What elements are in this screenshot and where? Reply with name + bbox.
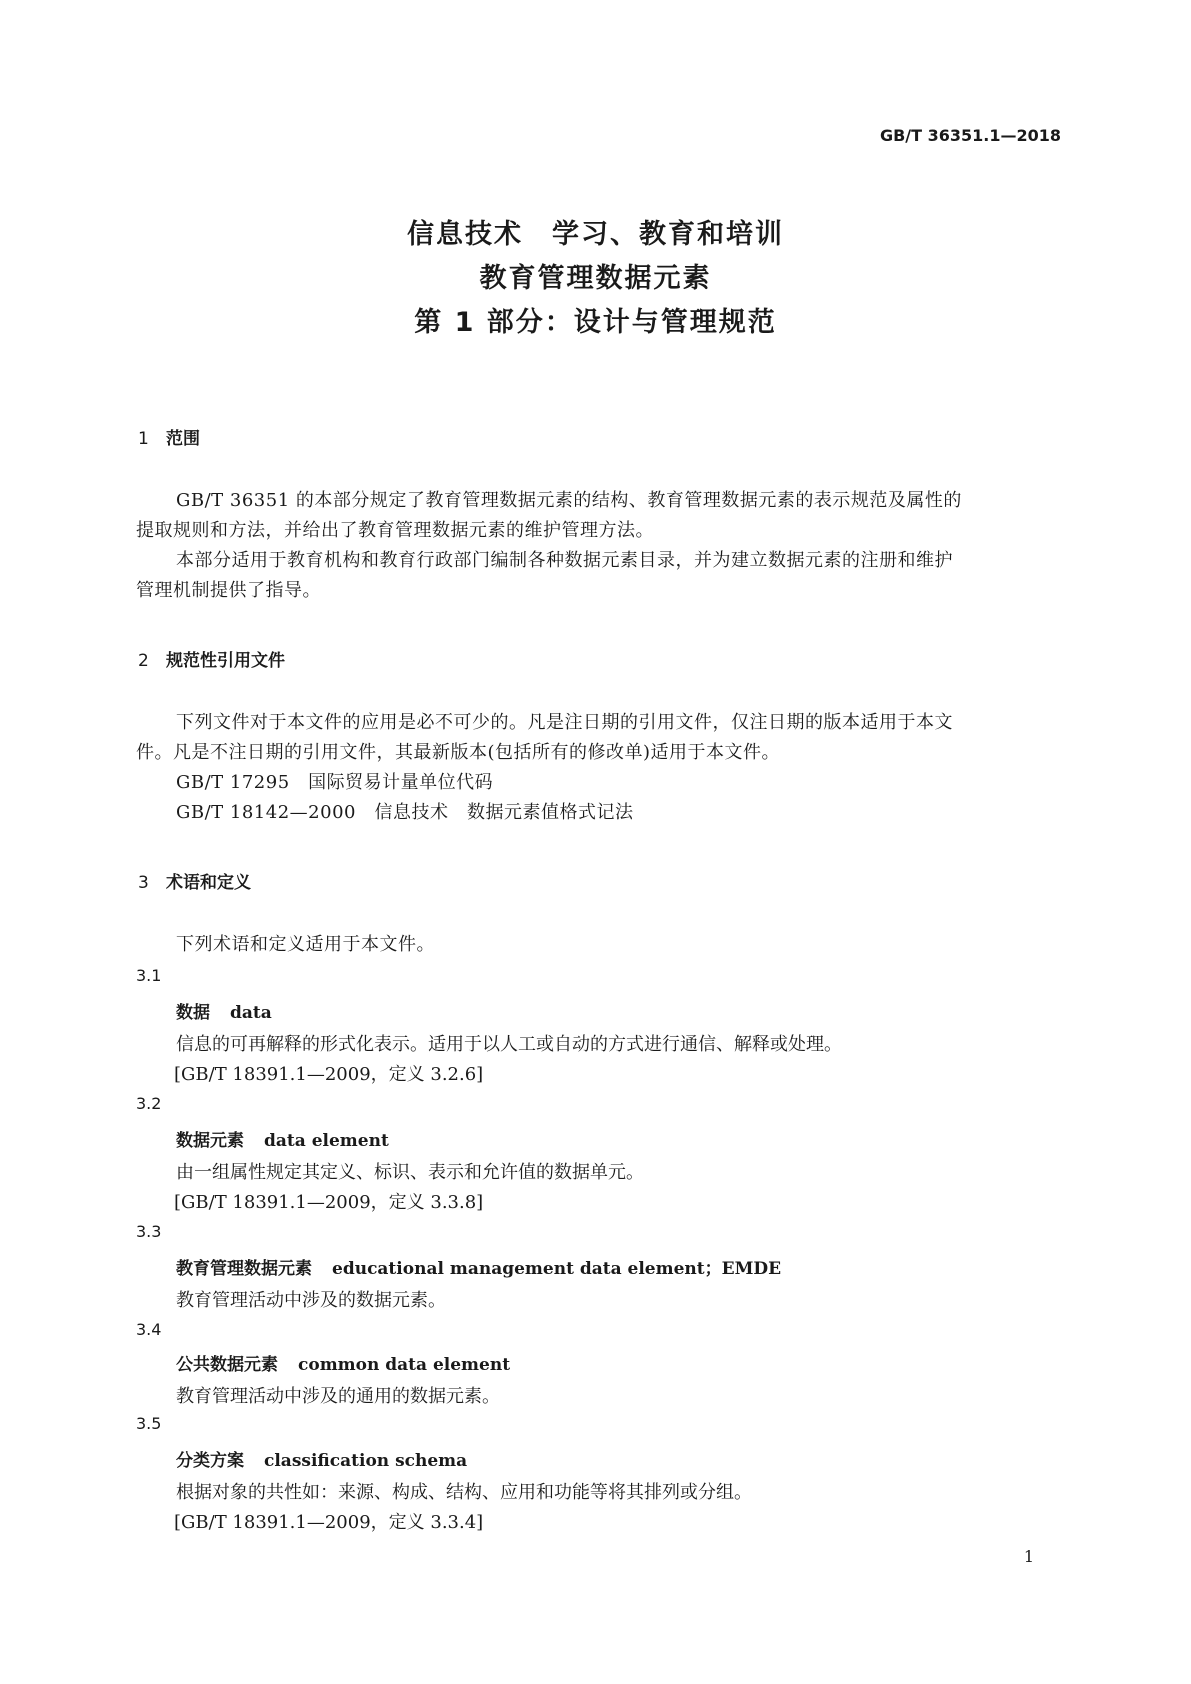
paragraph-line: GB/T 36351 的本部分规定了教育管理数据元素的结构、教育管理数据元素的表示规范及属性的 — [176, 490, 962, 511]
term-definition: 根据对象的共性如：来源、构成、结构、应用和功能等将其排列或分组。 — [176, 1482, 752, 1503]
term-cn: 分类方案 — [176, 1451, 244, 1471]
page-number: 1 — [1023, 1547, 1034, 1566]
term-cn: 教育管理数据元素 — [176, 1259, 312, 1279]
paragraph-line: 本部分适用于教育机构和教育行政部门编制各种数据元素目录，并为建立数据元素的注册和维护 — [176, 550, 953, 571]
section-number: 1 — [138, 429, 149, 449]
term-cn: 公共数据元素 — [176, 1355, 278, 1375]
term-heading — [176, 1350, 510, 1375]
term-heading — [176, 1254, 781, 1279]
term-number: 3.1 — [136, 966, 162, 985]
normative-reference: GB/T 17295 国际贸易计量单位代码 — [176, 772, 494, 793]
term-definition: 教育管理活动中涉及的数据元素。 — [176, 1290, 446, 1311]
term-source: [GB/T 18391.1—2009，定义 3.2.6] — [174, 1064, 484, 1085]
term-definition: 信息的可再解释的形式化表示。适用于以人工或自动的方式进行通信、解释或处理。 — [176, 1034, 842, 1055]
term-en: data element — [264, 1131, 389, 1151]
term-number: 3.2 — [136, 1094, 162, 1113]
paragraph-line: 管理机制提供了指导。 — [136, 580, 321, 601]
paragraph-line: 提取规则和方法，并给出了教育管理数据元素的维护管理方法。 — [136, 520, 654, 541]
term-en: data — [230, 1003, 272, 1023]
term-number: 3.4 — [136, 1320, 162, 1339]
section-title: 术语和定义 — [166, 873, 251, 893]
term-en: common data element — [298, 1355, 511, 1375]
term-en: classification schema — [264, 1451, 468, 1471]
section-1-heading — [138, 424, 200, 449]
normative-reference: GB/T 18142—2000 信息技术 数据元素值格式记法 — [176, 802, 634, 823]
section-3-heading — [138, 868, 251, 893]
section-title: 规范性引用文件 — [166, 651, 285, 671]
document-title-line-3: 第 1 部分：设计与管理规范 — [414, 307, 777, 338]
term-source: [GB/T 18391.1—2009，定义 3.3.4] — [174, 1512, 484, 1533]
term-heading — [176, 1126, 389, 1151]
section-title: 范围 — [166, 429, 200, 449]
term-cn: 数据 — [176, 1003, 210, 1023]
section-2-heading — [138, 646, 285, 671]
paragraph-line: 下列文件对于本文件的应用是必不可少的。凡是注日期的引用文件，仅注日期的版本适用于本文 — [176, 712, 953, 733]
paragraph-line: 下列术语和定义适用于本文件。 — [176, 934, 435, 955]
term-definition: 由一组属性规定其定义、标识、表示和允许值的数据单元。 — [176, 1162, 644, 1183]
term-en: educational management data element；EMDE — [332, 1259, 782, 1279]
document-title-line-2: 教育管理数据元素 — [479, 263, 712, 294]
paragraph-line: 件。凡是不注日期的引用文件，其最新版本(包括所有的修改单)适用于本文件。 — [136, 742, 781, 763]
term-heading — [176, 1446, 467, 1471]
term-definition: 教育管理活动中涉及的通用的数据元素。 — [176, 1386, 500, 1407]
document-title-line-1: 信息技术 学习、教育和培训 — [407, 219, 784, 250]
standard-number: GB/T 36351.1—2018 — [879, 126, 1061, 145]
term-cn: 数据元素 — [176, 1131, 244, 1151]
section-number: 2 — [138, 651, 149, 671]
term-heading — [176, 998, 272, 1023]
term-number: 3.5 — [136, 1414, 162, 1433]
section-number: 3 — [138, 873, 149, 893]
term-source: [GB/T 18391.1—2009，定义 3.3.8] — [174, 1192, 484, 1213]
term-number: 3.3 — [136, 1222, 162, 1241]
